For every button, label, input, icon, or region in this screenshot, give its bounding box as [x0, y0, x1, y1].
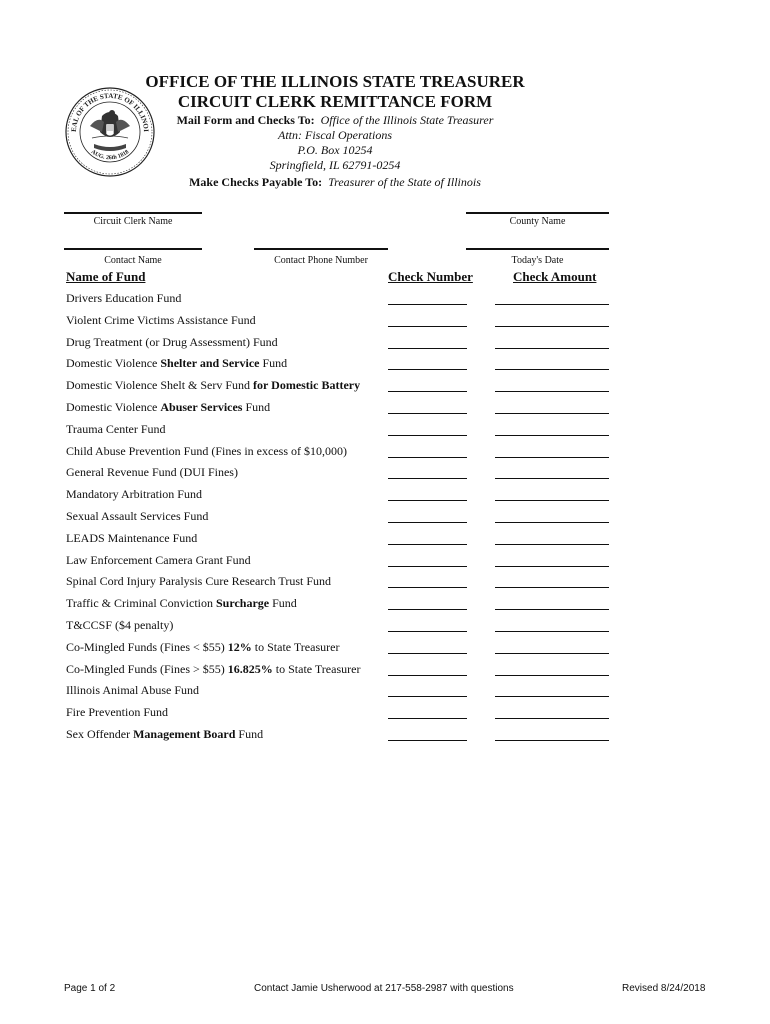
fund-name-suffix: Fund — [259, 356, 288, 371]
attn-line: Attn: Fiscal Operations — [278, 128, 392, 142]
county-name-label: County Name — [509, 216, 566, 227]
fund-name-emphasis: for Domestic Battery — [253, 378, 361, 393]
fund-row — [66, 313, 256, 327]
fund-row — [66, 356, 287, 370]
check-amount-field[interactable] — [495, 675, 609, 676]
fund-name: Law Enforcement Camera Grant Fund — [66, 552, 251, 567]
fund-name: Fire Prevention Fund — [66, 705, 168, 720]
check-number-field[interactable] — [388, 326, 467, 327]
fund-row — [66, 596, 297, 610]
check-number-field[interactable] — [388, 675, 467, 676]
check-amount-field[interactable] — [495, 413, 609, 414]
check-amount-field[interactable] — [495, 326, 609, 327]
fund-row — [66, 683, 199, 697]
fund-name: Drivers Education Fund — [66, 291, 182, 305]
fund-name-emphasis: 16.825% — [227, 661, 273, 676]
check-amount-field[interactable] — [495, 631, 609, 632]
check-number-field[interactable] — [388, 391, 467, 392]
fund-row — [66, 487, 202, 501]
fund-row — [66, 553, 251, 567]
todays-date-field[interactable] — [466, 248, 609, 250]
fund-name-suffix: to State Treasurer — [251, 639, 340, 654]
check-amount-field[interactable] — [495, 435, 609, 436]
fund-row — [66, 444, 347, 458]
fund-name: Domestic Violence — [66, 356, 161, 371]
seal-text-bottom: AUG. 26th 1818 — [89, 149, 131, 162]
check-number-field[interactable] — [388, 435, 467, 436]
fund-name: Co-Mingled Funds (Fines > $55) — [66, 661, 228, 676]
fund-name: Domestic Violence — [66, 400, 161, 414]
circuit-clerk-name-label: Circuit Clerk Name — [93, 216, 173, 227]
form-title-line2: CIRCUIT CLERK REMITTANCE FORM — [177, 92, 493, 111]
check-amount-field[interactable] — [495, 522, 609, 523]
column-header-check-number: Check Number — [388, 269, 473, 284]
check-number-field[interactable] — [388, 631, 467, 632]
check-amount-field[interactable] — [495, 653, 609, 654]
fund-name: Spinal Cord Injury Paralysis Cure Research Trust Fund — [66, 574, 331, 589]
column-header-fund: Name of Fund — [66, 269, 146, 284]
check-number-field[interactable] — [388, 369, 467, 370]
check-number-field[interactable] — [388, 609, 467, 610]
fund-row — [66, 531, 197, 545]
fund-name-emphasis: 12% — [227, 639, 252, 654]
contact-phone-field[interactable] — [254, 248, 388, 250]
fund-row — [66, 727, 263, 741]
fund-name: Illinois Animal Abuse Fund — [66, 683, 200, 698]
county-name-field[interactable] — [466, 212, 609, 214]
check-amount-field[interactable] — [495, 500, 609, 501]
check-number-field[interactable] — [388, 304, 467, 305]
fund-name: Traffic & Criminal Conviction — [66, 596, 216, 611]
contact-name-field[interactable] — [64, 248, 202, 250]
fund-name: Child Abuse Prevention Fund (Fines in excess of $10,000) — [66, 443, 347, 458]
mail-to-label: Mail Form and Checks To: — [176, 113, 315, 127]
payable-to: Treasurer of the State of Illinois — [328, 175, 481, 189]
fund-name: Violent Crime Victims Assistance Fund — [66, 312, 256, 327]
check-number-field[interactable] — [388, 413, 467, 414]
form-title-line1: OFFICE OF THE ILLINOIS STATE TREASURER — [145, 72, 525, 91]
fund-row — [66, 422, 166, 436]
check-amount-field[interactable] — [495, 348, 609, 349]
check-amount-field[interactable] — [495, 391, 609, 392]
contact-phone-label: Contact Phone Number — [274, 255, 368, 266]
check-number-field[interactable] — [388, 457, 467, 458]
circuit-clerk-name-field[interactable] — [64, 212, 202, 214]
check-number-field[interactable] — [388, 566, 467, 567]
check-number-field[interactable] — [388, 587, 467, 588]
fund-name-emphasis: Management Board — [133, 727, 236, 741]
check-number-field[interactable] — [388, 653, 467, 654]
check-amount-field[interactable] — [495, 369, 609, 370]
fund-name: Trauma Center Fund — [66, 421, 166, 436]
contact-name-label: Contact Name — [104, 255, 162, 266]
fund-name: LEADS Maintenance Fund — [66, 530, 198, 545]
contact-footer: Contact Jamie Usherwood at 217-558-2987 with questions — [254, 983, 514, 994]
check-number-field[interactable] — [388, 544, 467, 545]
fund-row — [66, 400, 270, 414]
fund-name: Co-Mingled Funds (Fines < $55) — [66, 639, 228, 654]
seal-text-top: EAL OF THE STATE OF ILLINOI — [69, 91, 151, 133]
payable-line — [120, 175, 550, 190]
fund-name: Sexual Assault Services Fund — [66, 509, 209, 523]
po-box-line: P.O. Box 10254 — [297, 143, 373, 157]
city-line: Springfield, IL 62791-0254 — [269, 158, 401, 172]
check-number-field[interactable] — [388, 740, 467, 741]
check-number-field[interactable] — [388, 522, 467, 523]
check-amount-field[interactable] — [495, 718, 609, 719]
check-amount-field[interactable] — [495, 544, 609, 545]
fund-name: Drug Treatment (or Drug Assessment) Fund — [66, 334, 278, 349]
fund-name: Sex Offender — [66, 727, 134, 741]
check-number-field[interactable] — [388, 478, 467, 479]
fund-name-emphasis: Shelter and Service — [160, 356, 260, 371]
check-amount-field[interactable] — [495, 457, 609, 458]
mail-to-line — [120, 113, 550, 128]
check-amount-field[interactable] — [495, 566, 609, 567]
fund-row — [66, 509, 208, 523]
check-amount-field[interactable] — [495, 740, 609, 741]
fund-name-emphasis: Abuser Services — [160, 400, 243, 414]
fund-row — [66, 618, 173, 632]
revised-date: Revised 8/24/2018 — [622, 983, 706, 994]
check-number-field[interactable] — [388, 500, 467, 501]
fund-name-emphasis: Surcharge — [216, 596, 270, 611]
check-amount-field[interactable] — [495, 304, 609, 305]
fund-name: T&CCSF ($4 penalty) — [66, 618, 174, 632]
fund-row — [66, 705, 168, 719]
todays-date-label: Today's Date — [511, 255, 564, 266]
fund-row — [66, 291, 181, 305]
fund-name-suffix: Fund — [235, 727, 264, 741]
check-amount-field[interactable] — [495, 587, 609, 588]
fund-row — [66, 335, 278, 349]
fund-row — [66, 574, 331, 588]
fund-name-suffix: Fund — [242, 400, 271, 414]
payable-label: Make Checks Payable To: — [189, 175, 323, 189]
page-number: Page 1 of 2 — [64, 983, 116, 994]
fund-row — [66, 640, 339, 654]
fund-name: Domestic Violence Shelt & Serv Fund — [66, 378, 254, 393]
check-amount-field[interactable] — [495, 609, 609, 610]
check-number-field[interactable] — [388, 696, 467, 697]
fund-name: General Revenue Fund (DUI Fines) — [66, 465, 238, 480]
fund-row — [66, 378, 360, 392]
check-number-field[interactable] — [388, 348, 467, 349]
fund-name: Mandatory Arbitration Fund — [66, 487, 202, 502]
fund-name-suffix: Fund — [269, 596, 297, 611]
fund-name-suffix: to State Treasurer — [272, 661, 361, 676]
fund-row — [66, 662, 360, 676]
column-header-check-amount: Check Amount — [513, 269, 597, 284]
fund-row — [66, 465, 238, 479]
check-number-field[interactable] — [388, 718, 467, 719]
check-amount-field[interactable] — [495, 478, 609, 479]
mail-to-office: Office of the Illinois State Treasurer — [320, 113, 494, 127]
check-amount-field[interactable] — [495, 696, 609, 697]
